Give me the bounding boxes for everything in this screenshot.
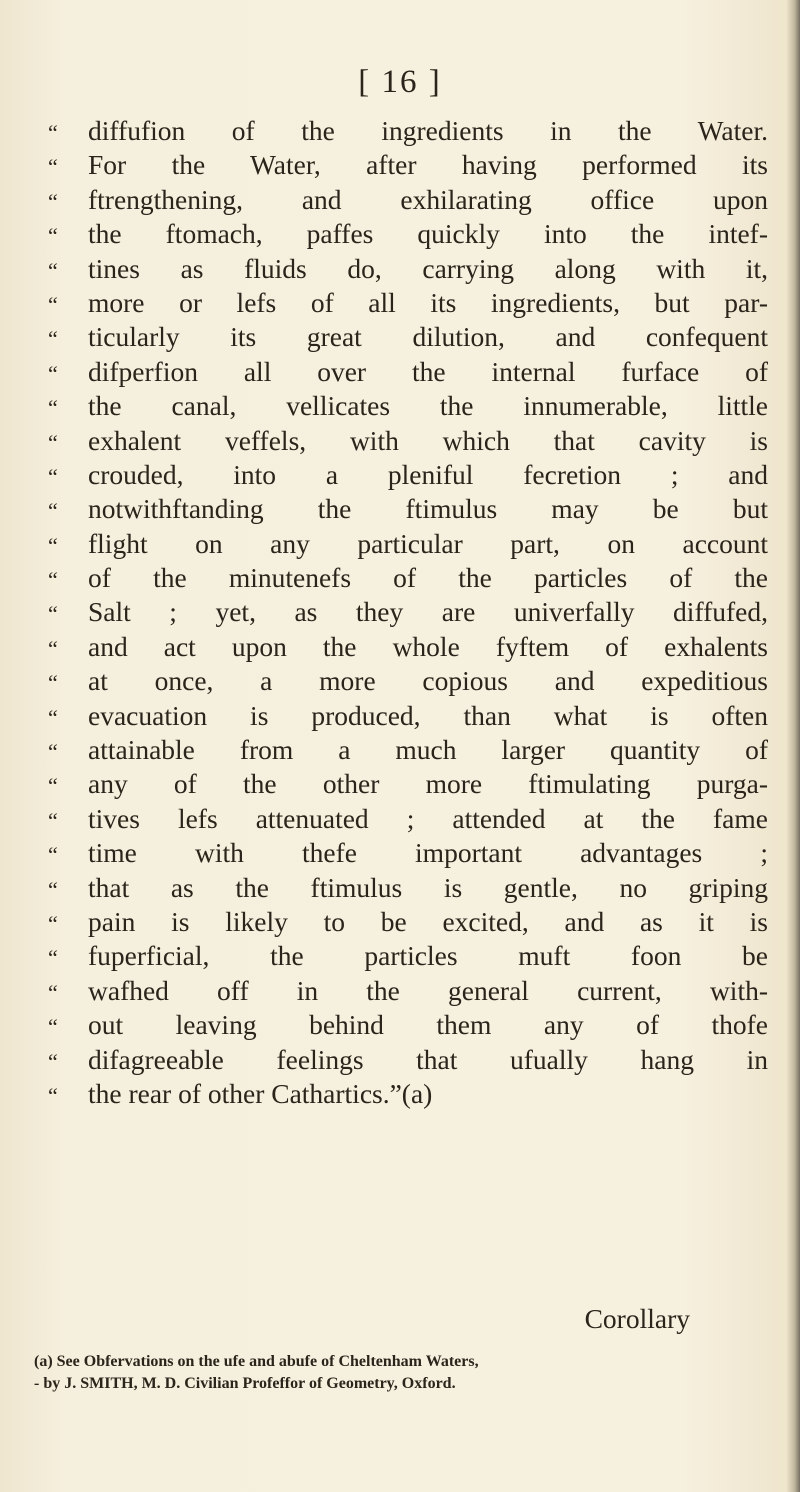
quotation-mark: “ bbox=[48, 601, 58, 627]
text-line bbox=[48, 561, 768, 595]
text-line bbox=[48, 217, 768, 251]
quotation-mark: “ bbox=[48, 188, 58, 214]
quotation-mark: “ bbox=[48, 979, 58, 1005]
text-line bbox=[48, 836, 768, 870]
text-line bbox=[48, 699, 768, 733]
quotation-mark: “ bbox=[48, 567, 58, 593]
text-line bbox=[48, 802, 768, 836]
text-line-content: exhalent veffels, with which that cavity is bbox=[88, 424, 768, 456]
quotation-mark: “ bbox=[48, 498, 58, 524]
quotation-mark: “ bbox=[48, 223, 58, 249]
body-text bbox=[48, 114, 768, 1111]
text-line bbox=[48, 492, 768, 526]
quotation-mark: “ bbox=[48, 326, 58, 352]
text-line bbox=[48, 1077, 768, 1111]
quotation-mark: “ bbox=[48, 670, 58, 696]
text-line-content: any of the other more ftimulating purga- bbox=[88, 768, 768, 800]
text-line bbox=[48, 355, 768, 389]
footnote-line: (a) See Obfervations on the ufe and abufe of Cheltenham Waters, bbox=[34, 1353, 479, 1370]
text-line bbox=[48, 630, 768, 664]
text-line bbox=[48, 114, 768, 148]
quotation-mark: “ bbox=[48, 635, 58, 661]
quotation-mark: “ bbox=[48, 429, 58, 455]
text-line bbox=[48, 252, 768, 286]
text-line bbox=[48, 183, 768, 217]
quotation-mark: “ bbox=[48, 1014, 58, 1040]
catchword: Corollary bbox=[584, 1303, 690, 1334]
text-line bbox=[48, 148, 768, 182]
text-line bbox=[48, 1043, 768, 1077]
text-line-content: wafhed off in the general current, with- bbox=[88, 974, 768, 1006]
text-line bbox=[48, 767, 768, 801]
text-line-content: the canal, vellicates the innumerable, little bbox=[88, 390, 768, 422]
quotation-mark: “ bbox=[48, 1082, 58, 1108]
text-line-content: crouded, into a pleniful fecretion ; and bbox=[88, 458, 768, 490]
text-line bbox=[48, 458, 768, 492]
text-line-content: Salt ; yet, as they are univerfally diffufed, bbox=[88, 596, 768, 628]
quotation-mark: “ bbox=[48, 910, 58, 936]
quotation-mark: “ bbox=[48, 945, 58, 971]
text-line bbox=[48, 320, 768, 354]
quotation-mark: “ bbox=[48, 842, 58, 868]
text-line bbox=[48, 733, 768, 767]
text-line-content: notwithftanding the ftimulus may be but bbox=[88, 493, 768, 525]
quotation-mark: “ bbox=[48, 395, 58, 421]
text-line-content: attainable from a much larger quantity of bbox=[88, 734, 768, 766]
footnote-line: - by J. SMITH, M. D. Civilian Profeffor of Geometry, Oxford. bbox=[34, 1375, 456, 1392]
text-line bbox=[48, 424, 768, 458]
page-edge-shadow bbox=[786, 0, 800, 1492]
text-line-content: out leaving behind them any of thofe bbox=[88, 1009, 768, 1041]
text-line-content: the ftomach, paffes quickly into the intef- bbox=[88, 218, 768, 250]
text-line-content: and act upon the whole fyftem of exhalents bbox=[88, 630, 768, 662]
text-line-content: more or lefs of all its ingredients, but par- bbox=[88, 286, 768, 318]
text-line-content: For the Water, after having performed its bbox=[88, 149, 768, 181]
quotation-mark: “ bbox=[48, 876, 58, 902]
text-line bbox=[48, 871, 768, 905]
quotation-mark: “ bbox=[48, 291, 58, 317]
quotation-mark: “ bbox=[48, 257, 58, 283]
text-line-content: ftrengthening, and exhilarating office upon bbox=[88, 183, 768, 215]
page-number: [ 16 ] bbox=[358, 64, 442, 100]
text-line bbox=[48, 974, 768, 1008]
quotation-mark: “ bbox=[48, 739, 58, 765]
text-line bbox=[48, 664, 768, 698]
text-line-content: the rear of other Cathartics.”(a) bbox=[88, 1077, 433, 1109]
text-line bbox=[48, 905, 768, 939]
quotation-mark: “ bbox=[48, 807, 58, 833]
quotation-mark: “ bbox=[48, 1048, 58, 1074]
text-line bbox=[48, 939, 768, 973]
text-line-content: ticularly its great dilution, and confequent bbox=[88, 321, 768, 353]
footnote bbox=[34, 1351, 774, 1395]
quotation-mark: “ bbox=[48, 463, 58, 489]
quotation-mark: “ bbox=[48, 154, 58, 180]
text-line-content: flight on any particular part, on account bbox=[88, 527, 768, 559]
text-line-content: fuperficial, the particles muft foon be bbox=[88, 940, 768, 972]
text-line-content: difagreeable feelings that ufually hang in bbox=[88, 1043, 768, 1075]
text-line-content: tines as fluids do, carrying along with it, bbox=[88, 252, 768, 284]
text-line-content: tives lefs attenuated ; attended at the fame bbox=[88, 802, 768, 834]
text-line-content: pain is likely to be excited, and as it is bbox=[88, 905, 768, 937]
text-line-content: of the minutenefs of the particles of the bbox=[88, 562, 768, 594]
text-line bbox=[48, 1008, 768, 1042]
text-line bbox=[48, 595, 768, 629]
text-line bbox=[48, 389, 768, 423]
text-line-content: time with thefe important advantages ; bbox=[88, 837, 768, 869]
text-line-content: difperfion all over the internal furface of bbox=[88, 355, 768, 387]
quotation-mark: “ bbox=[48, 773, 58, 799]
text-line-content: evacuation is produced, than what is often bbox=[88, 699, 768, 731]
quotation-mark: “ bbox=[48, 120, 58, 145]
quotation-mark: “ bbox=[48, 532, 58, 558]
text-line-content: diffufion of the ingredients in the Water. bbox=[88, 115, 768, 146]
text-line bbox=[48, 286, 768, 320]
text-line-content: that as the ftimulus is gentle, no griping bbox=[88, 871, 768, 903]
quotation-mark: “ bbox=[48, 360, 58, 386]
text-line-content: at once, a more copious and expeditious bbox=[88, 665, 768, 697]
quotation-mark: “ bbox=[48, 704, 58, 730]
text-line bbox=[48, 527, 768, 561]
